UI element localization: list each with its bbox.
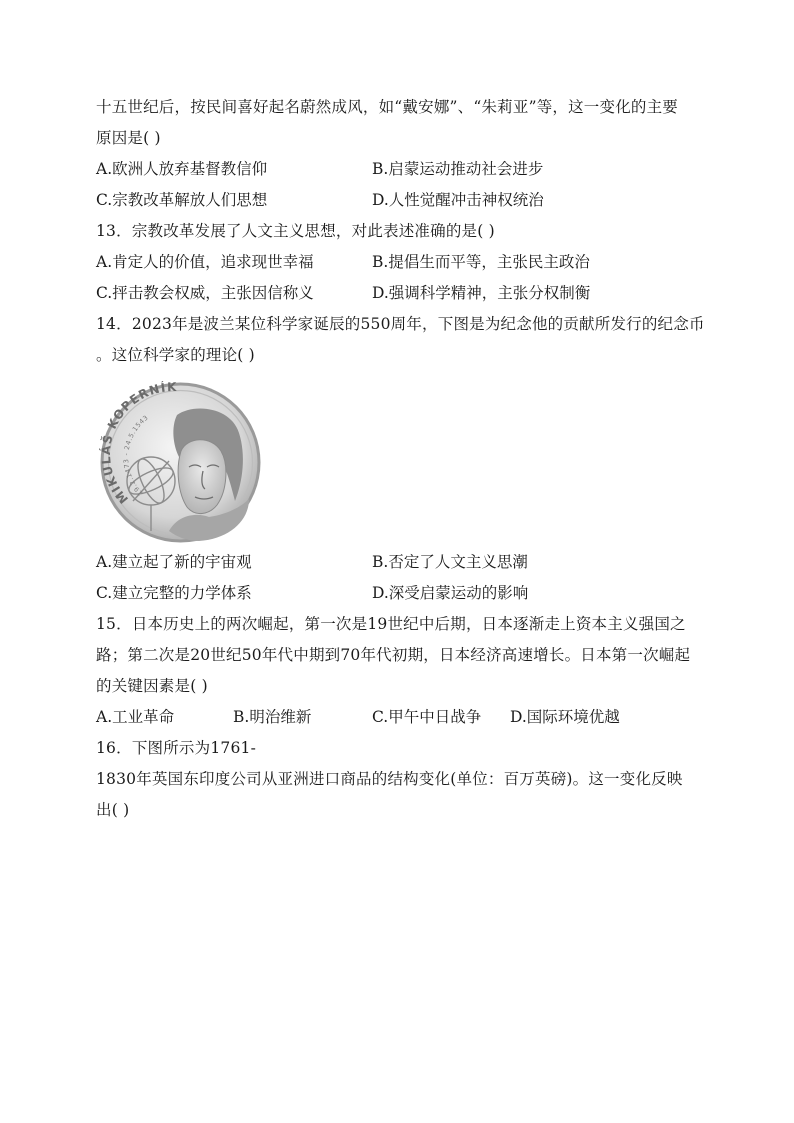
q15-option-b[interactable]: B.明治维新 xyxy=(233,708,312,726)
q13-stem: 13．宗教改革发展了人文主义思想，对此表述准确的是( ) xyxy=(96,222,495,240)
q12-option-c[interactable]: C.宗教改革解放人们思想 xyxy=(96,191,268,209)
q12-option-a[interactable]: A.欧洲人放弃基督教信仰 xyxy=(96,160,268,178)
q15-stem-line2: 路；第二次是20世纪50年代中期到70年代初期，日本经济高速增长。日本第一次崛起 xyxy=(96,646,691,664)
coin-dates: 19.2.1473 - 24.5.1543 xyxy=(122,413,150,498)
q13-option-d[interactable]: D.强调科学精神，主张分权制衡 xyxy=(372,284,591,302)
commemorative-coin-image xyxy=(99,381,262,544)
q16-stem-line3: 出( ) xyxy=(96,801,130,819)
q14-stem-line2: 。这位科学家的理论( ) xyxy=(96,346,255,364)
q13-option-b[interactable]: B.提倡生而平等，主张民主政治 xyxy=(372,253,590,271)
q15-stem-line1: 15．日本历史上的两次崛起，第一次是19世纪中后期，日本逐渐走上资本主义强国之 xyxy=(96,615,686,633)
q13-option-a[interactable]: A.肯定人的价值，追求现世幸福 xyxy=(96,253,314,271)
q14-option-c[interactable]: C.建立完整的力学体系 xyxy=(96,584,252,602)
q14-option-d[interactable]: D.深受启蒙运动的影响 xyxy=(372,584,529,602)
coin-inscription: MIKULÁŠ KOPERNÍK xyxy=(99,381,178,507)
q16-stem-line2: 1830年英国东印度公司从亚洲进口商品的结构变化(单位：百万英磅)。这一变化反映 xyxy=(96,770,683,788)
q15-option-d[interactable]: D.国际环境优越 xyxy=(510,708,620,726)
q12-stem-line2: 原因是( ) xyxy=(96,129,161,147)
q12-option-d[interactable]: D.人性觉醒冲击神权统治 xyxy=(372,191,544,209)
q14-option-a[interactable]: A.建立起了新的宇宙观 xyxy=(96,553,252,571)
q16-stem-line1: 16．下图所示为1761- xyxy=(96,739,257,757)
q13-option-c[interactable]: C.抨击教会权威，主张因信称义 xyxy=(96,284,314,302)
q12-stem-line1: 十五世纪后，按民间喜好起名蔚然成风，如“戴安娜”、“朱莉亚”等，这一变化的主要 xyxy=(96,98,678,116)
q14-option-b[interactable]: B.否定了人文主义思潮 xyxy=(372,553,528,571)
q14-stem-line1: 14．2023年是波兰某位科学家诞辰的550周年，下图是为纪念他的贡献所发行的纪念币 xyxy=(96,315,705,333)
q15-stem-line3: 的关键因素是( ) xyxy=(96,677,208,695)
q15-option-c[interactable]: C.甲午中日战争 xyxy=(372,708,482,726)
q15-option-a[interactable]: A.工业革命 xyxy=(96,708,175,726)
coin-illustration xyxy=(99,381,262,544)
q12-option-b[interactable]: B.启蒙运动推动社会进步 xyxy=(372,160,544,178)
